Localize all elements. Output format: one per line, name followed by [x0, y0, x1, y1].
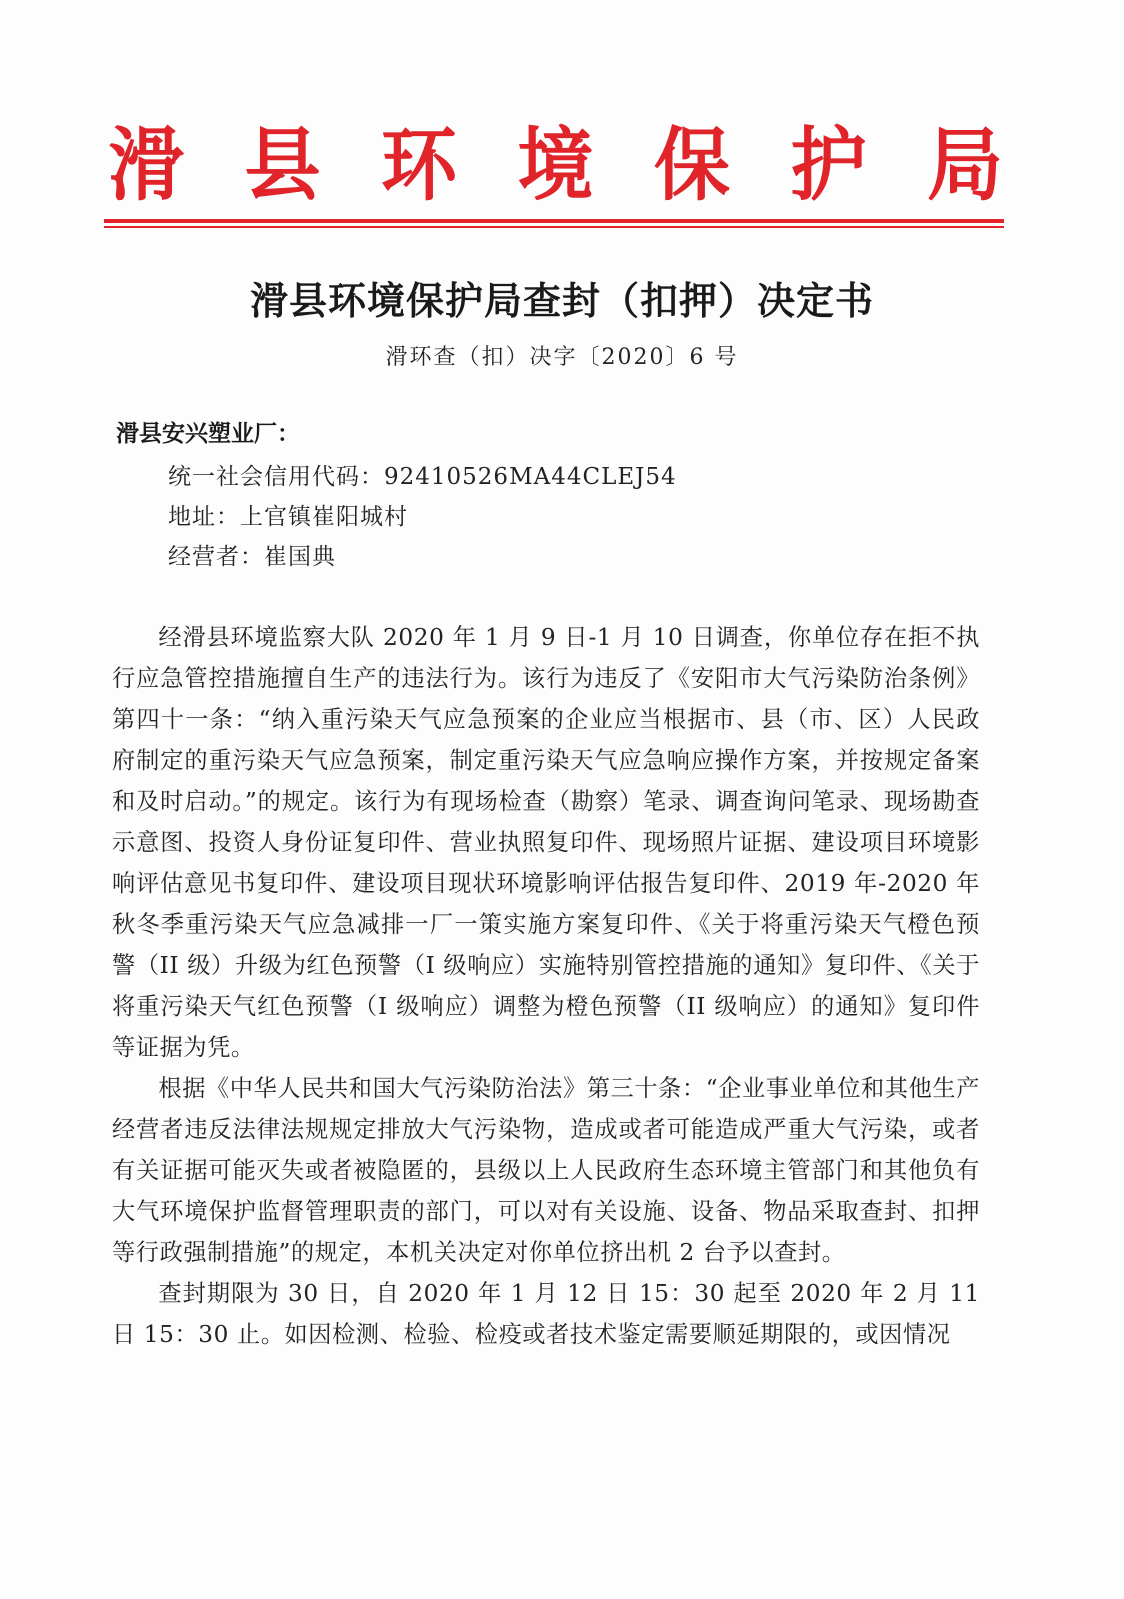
document-title: 滑县环境保护局查封（扣押）决定书 [249, 279, 874, 323]
body-paragraph: 经滑县环境监察大队 2020 年 1 月 9 日-1 月 10 日调查，你单位存在拒不执行应急管控措施擅自生产的违法行为。该行为违反了《安阳市大气污染防治条例》第四十一条：“纳入重污染天气应急预案的企业应当根据市、县（市、区）人民政府制定的重污染天气应急预案，制定重污染天气应急响应操作方案，并按规定备案和及时启动。”的规定。该行为有现场检查（勘察）笔录、调查询问笔录、现场勘查示意图、投资人身份证复印件、营业执照复印件、现场照片证据、建设项目环境影响评估意见书复印件、建设项目现状环境影响评估报告复印件、2019 年-2020 年秋冬季重污染天气应急减排一厂一策实施方案复印件、《关于将重污染天气橙色预警（II 级）升级为红色预警（I 级响应）实施特别管控措施的通知》复印件、《关于将重污染天气红色预警（I 级响应）调整为橙色预警（II 级响应）的通知》复印件等证据为凭。 [112, 624, 980, 1061]
letterhead [108, 110, 1003, 220]
letterhead-char: 护 [790, 117, 867, 212]
address-line [168, 498, 408, 531]
address-value: 上官镇崔阳城村 [240, 504, 408, 530]
document-number: 滑环查（扣）决字〔2020〕6 号 [385, 345, 739, 370]
letterhead-char: 滑 [108, 117, 184, 212]
document-body [112, 617, 980, 1355]
operator-label: 经营者： [168, 544, 264, 570]
credit-code-line [168, 458, 677, 491]
letterhead-char: 保 [654, 117, 730, 212]
address-label: 地址： [168, 504, 240, 530]
credit-code-label: 统一社会信用代码： [168, 464, 384, 490]
credit-code-value: 92410526MA44CLEJ54 [384, 464, 677, 490]
operator-line [168, 538, 336, 571]
letterhead-divider-thick [104, 219, 1004, 223]
operator-value: 崔国典 [264, 544, 336, 570]
recipient-name: 滑县安兴塑业厂： [116, 421, 300, 447]
letterhead-char: 县 [244, 117, 321, 212]
letterhead-char: 局 [927, 117, 1003, 212]
letterhead-char: 境 [517, 117, 594, 212]
letterhead-divider-thin [104, 226, 1004, 228]
body-paragraph: 根据《中华人民共和国大气污染防治法》第三十条：“企业事业单位和其他生产经营者违反法律法规规定排放大气污染物，造成或者可能造成严重大气污染，或者有关证据可能灭失或者被隐匿的，县级以上人民政府生态环境主管部门和其他负有大气环境保护监督管理职责的部门，可以对有关设施、设备、物品采取查封、扣押等行政强制措施”的规定，本机关决定对你单位挤出机 2 台予以查封。 [112, 1075, 980, 1266]
body-paragraph: 查封期限为 30 日，自 2020 年 1 月 12 日 15：30 起至 2020 年 2 月 11 日 15：30 止。如因检测、检验、检疫或者技术鉴定需要顺延期限的，或因情况 [112, 1280, 980, 1348]
letterhead-char: 环 [381, 117, 457, 212]
